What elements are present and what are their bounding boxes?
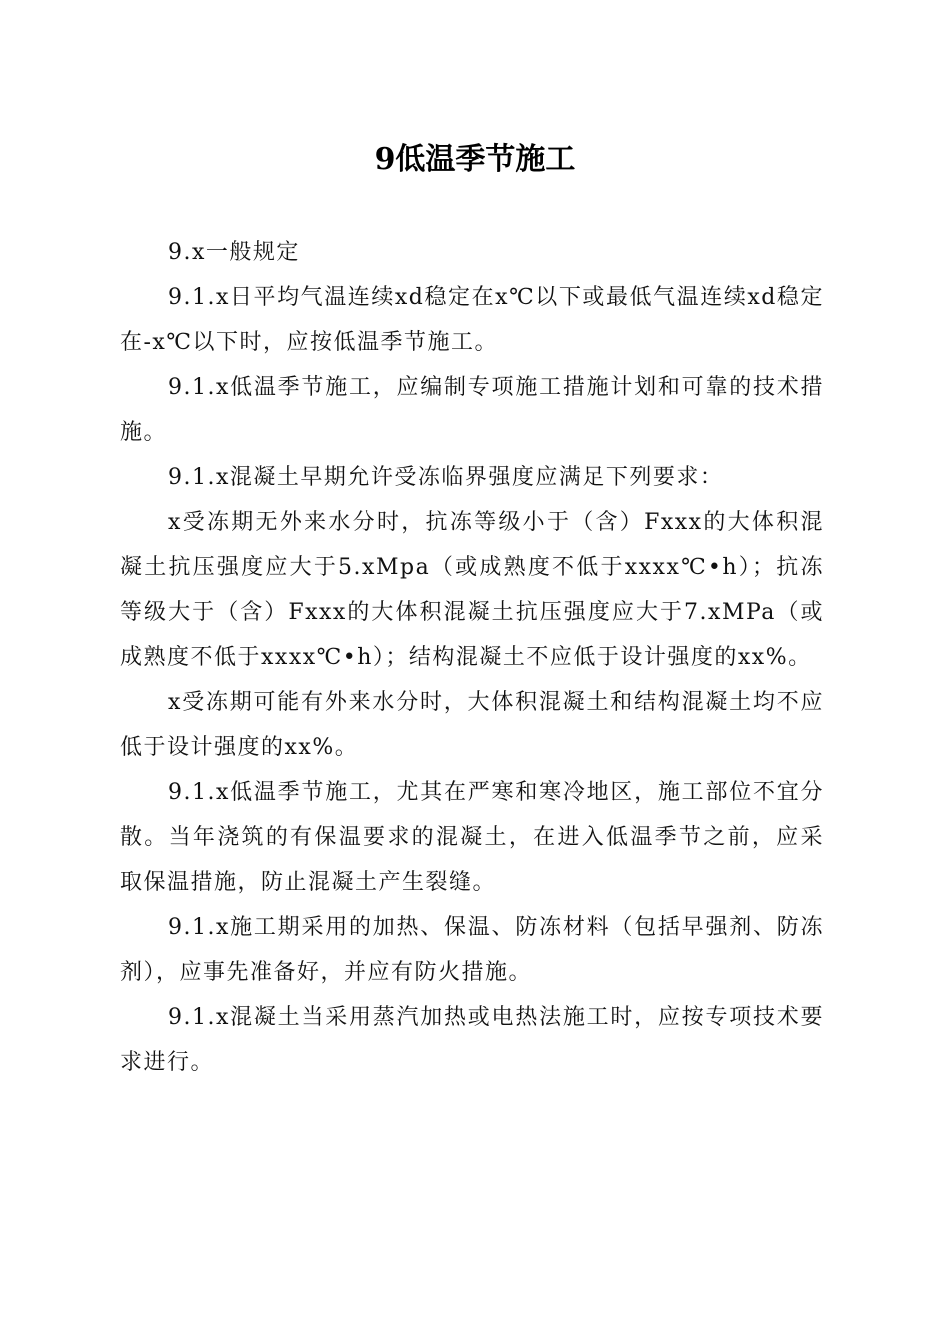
section-heading-general-rules: 9.x一般规定 [168,240,300,265]
document-title: 9低温季节施工 [374,142,576,177]
item-no-external-water: x受冻期无外来水分时，抗冻等级小于（含）Fxxx的大体积混凝土抗压强度应大于5.xMpa（或成熟度不低于xxxx℃•h）；抗冻等级大于（含）Fxxx的大体积混凝土抗压强度应大于7.xMPa（或成熟度不低于xxxx℃•h）；结构混凝土不应低于设计强度的xx%。 [120,510,824,670]
item-external-water: x受冻期可能有外来水分时，大体积混凝土和结构混凝土均不应低于设计强度的xx%。 [120,690,824,760]
clause-construction-location: 9.1.x低温季节施工，尤其在严寒和寒冷地区，施工部位不宜分散。当年浇筑的有保温要求的混凝土，在进入低温季节之前，应采取保温措施，防止混凝土产生裂缝。 [120,780,824,895]
clause-materials: 9.1.x施工期采用的加热、保温、防冻材料（包括早强剂、防冻剂），应事先准备好，并应有防火措施。 [120,915,824,985]
clause-construction-plan: 9.1.x低温季节施工，应编制专项施工措施计划和可靠的技术措施。 [120,375,824,445]
document-body [120,230,824,1085]
clause-temperature-condition: 9.1.x日平均气温连续xd稳定在x℃以下或最低气温连续xd稳定在-x℃以下时，应按低温季节施工。 [120,285,824,355]
clause-heating-method: 9.1.x混凝土当采用蒸汽加热或电热法施工时，应按专项技术要求进行。 [120,1005,824,1075]
clause-critical-strength: 9.1.x混凝土早期允许受冻临界强度应满足下列要求： [168,465,724,490]
